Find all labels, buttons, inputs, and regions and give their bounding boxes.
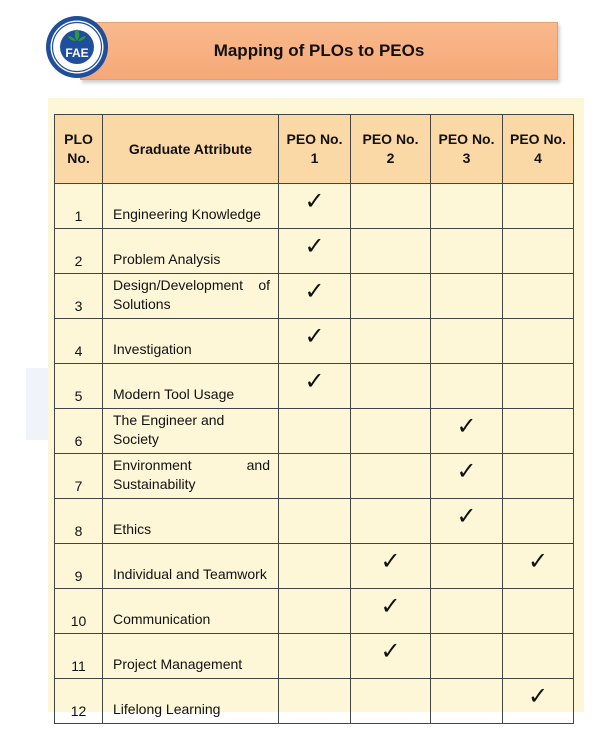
peo-1-cell bbox=[279, 319, 351, 364]
checkmark-icon: ✓ bbox=[527, 682, 549, 710]
table-header-row bbox=[55, 115, 574, 184]
plo-number-cell: 4 bbox=[55, 319, 103, 364]
header-peo-2: PEO No. 2 bbox=[351, 115, 431, 184]
graduate-attribute-cell: Ethics bbox=[103, 499, 279, 544]
header-plo-no: PLO No. bbox=[55, 115, 103, 184]
table-row bbox=[55, 454, 574, 499]
checkmark-icon: ✓ bbox=[304, 322, 325, 350]
peo-3-cell bbox=[431, 679, 503, 724]
plo-number-cell: 10 bbox=[55, 589, 103, 634]
plo-number-cell: 6 bbox=[55, 409, 103, 454]
peo-4-cell bbox=[503, 319, 574, 364]
table-row bbox=[55, 589, 574, 634]
peo-2-cell bbox=[351, 589, 431, 634]
peo-2-cell bbox=[351, 634, 431, 679]
plo-number-cell: 2 bbox=[55, 229, 103, 274]
peo-2-cell bbox=[351, 319, 431, 364]
peo-3-cell bbox=[431, 454, 503, 499]
graduate-attribute-cell: Design/Development of Solutions bbox=[103, 274, 279, 319]
checkmark-icon: ✓ bbox=[456, 502, 477, 530]
peo-3-cell bbox=[431, 634, 503, 679]
peo-4-cell bbox=[503, 184, 574, 229]
side-decoration bbox=[26, 368, 48, 440]
graduate-attribute-cell: Communication bbox=[103, 589, 279, 634]
peo-3-cell bbox=[431, 274, 503, 319]
peo-1-cell bbox=[279, 634, 351, 679]
plo-number-cell: 11 bbox=[55, 634, 103, 679]
graduate-attribute-cell: Project Management bbox=[103, 634, 279, 679]
peo-4-cell bbox=[503, 364, 574, 409]
checkmark-icon: ✓ bbox=[304, 187, 325, 215]
peo-1-cell bbox=[279, 409, 351, 454]
peo-4-cell bbox=[503, 454, 574, 499]
plo-number-cell: 7 bbox=[55, 454, 103, 499]
fae-logo-icon bbox=[44, 14, 110, 80]
peo-2-cell bbox=[351, 274, 431, 319]
checkmark-icon: ✓ bbox=[527, 547, 549, 575]
graduate-attribute-cell: Problem Analysis bbox=[103, 229, 279, 274]
graduate-attribute-cell: Individual and Teamwork bbox=[103, 544, 279, 589]
peo-2-cell bbox=[351, 544, 431, 589]
plo-number-cell: 5 bbox=[55, 364, 103, 409]
plo-number-cell: 12 bbox=[55, 679, 103, 724]
checkmark-icon: ✓ bbox=[380, 592, 401, 620]
header-peo-1: PEO No. 1 bbox=[279, 115, 351, 184]
table-row bbox=[55, 274, 574, 319]
peo-4-cell bbox=[503, 274, 574, 319]
peo-2-cell bbox=[351, 499, 431, 544]
header-peo-3: PEO No. 3 bbox=[431, 115, 503, 184]
graduate-attribute-cell: Environment and Sustainability bbox=[103, 454, 279, 499]
checkmark-icon: ✓ bbox=[304, 367, 325, 395]
peo-4-cell bbox=[503, 229, 574, 274]
plo-number-cell: 3 bbox=[55, 274, 103, 319]
peo-4-cell bbox=[503, 679, 574, 724]
table-row bbox=[55, 544, 574, 589]
checkmark-icon: ✓ bbox=[380, 637, 401, 665]
plo-number-cell: 1 bbox=[55, 184, 103, 229]
peo-2-cell bbox=[351, 454, 431, 499]
table-row bbox=[55, 634, 574, 679]
peo-2-cell bbox=[351, 679, 431, 724]
checkmark-icon: ✓ bbox=[456, 457, 477, 485]
peo-3-cell bbox=[431, 319, 503, 364]
peo-3-cell bbox=[431, 184, 503, 229]
peo-1-cell bbox=[279, 184, 351, 229]
checkmark-icon: ✓ bbox=[304, 232, 325, 260]
peo-4-cell bbox=[503, 589, 574, 634]
peo-4-cell bbox=[503, 634, 574, 679]
header-bar bbox=[80, 22, 558, 80]
peo-3-cell bbox=[431, 544, 503, 589]
logo-text: FAE bbox=[65, 46, 89, 60]
peo-1-cell bbox=[279, 364, 351, 409]
table-row bbox=[55, 499, 574, 544]
plo-number-cell: 9 bbox=[55, 544, 103, 589]
peo-3-cell bbox=[431, 229, 503, 274]
peo-2-cell bbox=[351, 229, 431, 274]
peo-1-cell bbox=[279, 499, 351, 544]
table-row bbox=[55, 229, 574, 274]
peo-3-cell bbox=[431, 589, 503, 634]
table-row bbox=[55, 319, 574, 364]
table-row bbox=[55, 364, 574, 409]
page-title: Mapping of PLOs to PEOs bbox=[213, 41, 425, 60]
table-row bbox=[55, 679, 574, 724]
header-peo-4: PEO No. 4 bbox=[503, 115, 574, 184]
table-row bbox=[55, 184, 574, 229]
peo-1-cell bbox=[279, 679, 351, 724]
graduate-attribute-cell: Modern Tool Usage bbox=[103, 364, 279, 409]
peo-4-cell bbox=[503, 544, 574, 589]
checkmark-icon: ✓ bbox=[304, 277, 325, 305]
graduate-attribute-cell: Investigation bbox=[103, 319, 279, 364]
graduate-attribute-cell: The Engineer and Society bbox=[103, 409, 279, 454]
table-row bbox=[55, 409, 574, 454]
plo-peo-mapping-table bbox=[54, 114, 574, 724]
peo-4-cell bbox=[503, 499, 574, 544]
peo-1-cell bbox=[279, 544, 351, 589]
peo-1-cell bbox=[279, 454, 351, 499]
peo-4-cell bbox=[503, 409, 574, 454]
peo-2-cell bbox=[351, 184, 431, 229]
peo-1-cell bbox=[279, 589, 351, 634]
graduate-attribute-cell: Lifelong Learning bbox=[103, 679, 279, 724]
peo-2-cell bbox=[351, 409, 431, 454]
checkmark-icon: ✓ bbox=[456, 412, 477, 440]
peo-1-cell bbox=[279, 229, 351, 274]
graduate-attribute-cell: Engineering Knowledge bbox=[103, 184, 279, 229]
header-graduate-attribute: Graduate Attribute bbox=[103, 115, 279, 184]
peo-3-cell bbox=[431, 409, 503, 454]
checkmark-icon: ✓ bbox=[380, 547, 401, 575]
peo-1-cell bbox=[279, 274, 351, 319]
plo-number-cell: 8 bbox=[55, 499, 103, 544]
peo-3-cell bbox=[431, 499, 503, 544]
peo-3-cell bbox=[431, 364, 503, 409]
peo-2-cell bbox=[351, 364, 431, 409]
